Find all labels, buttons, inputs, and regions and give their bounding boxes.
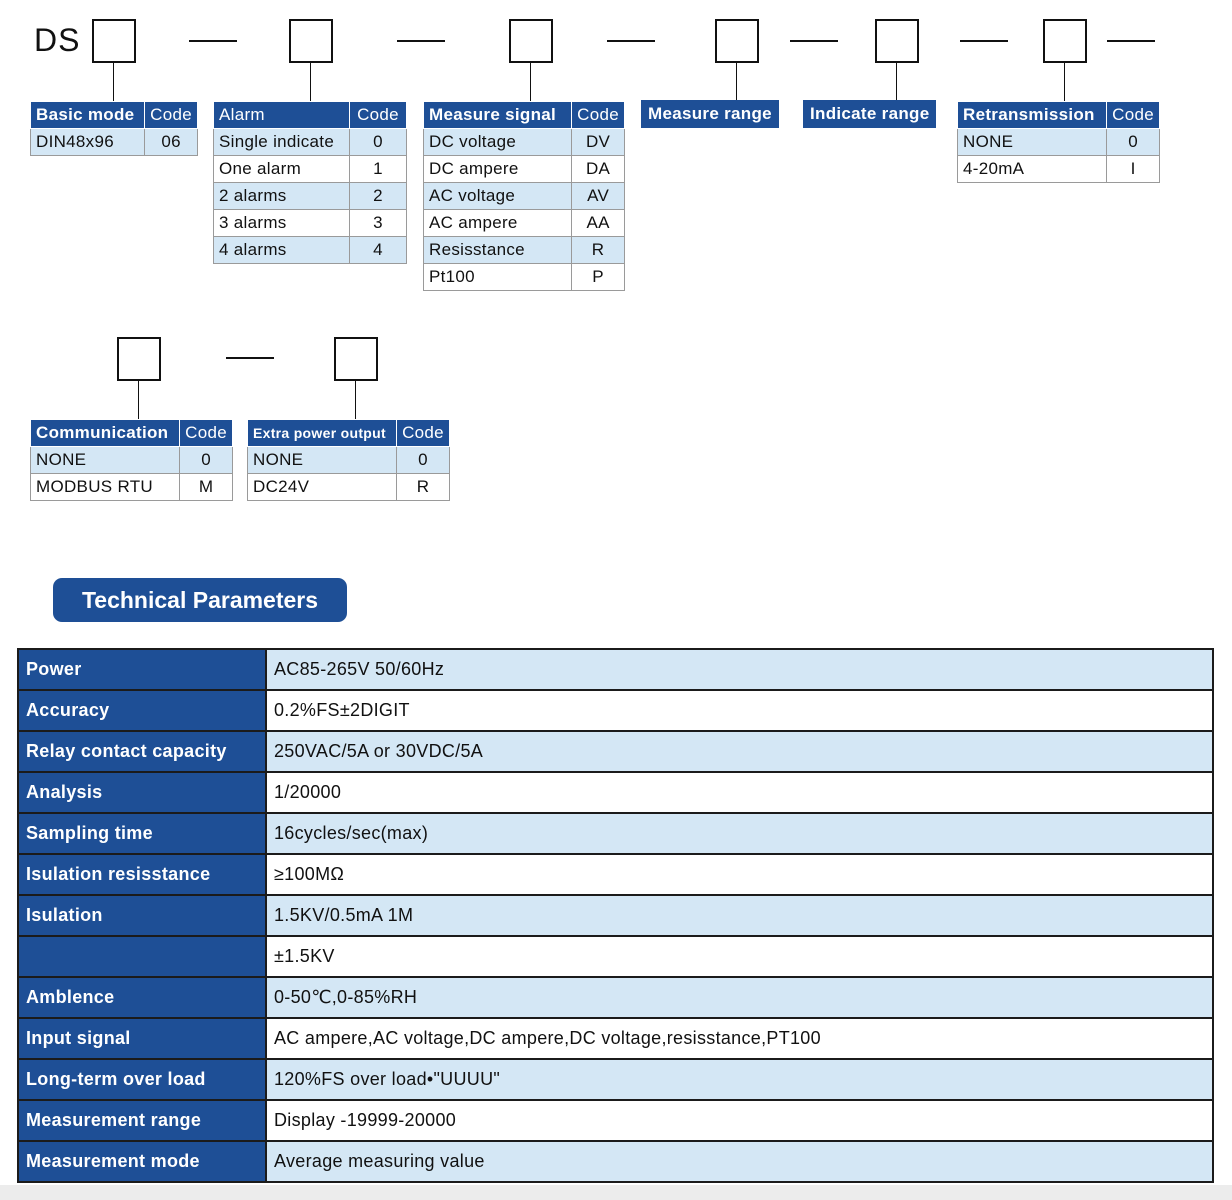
table-row <box>18 1059 1213 1100</box>
table-row <box>18 936 1213 977</box>
communication-table <box>30 419 233 501</box>
param-value: 250VAC/5A or 30VDC/5A <box>266 731 1213 772</box>
code-box-extra-power <box>334 337 378 381</box>
param-value: AC85-265V 50/60Hz <box>266 649 1213 690</box>
param-value: 1.5KV/0.5mA 1M <box>266 895 1213 936</box>
connector-line <box>896 61 897 101</box>
code-header: Code <box>572 102 625 129</box>
connector-line <box>530 61 531 101</box>
code-box-communication <box>117 337 161 381</box>
param-value: ±1.5KV <box>266 936 1213 977</box>
option-name: One alarm <box>214 156 350 183</box>
indicate-range-label: Indicate range <box>803 100 936 128</box>
connector-line <box>1064 61 1065 101</box>
param-value: 0.2%FS±2DIGIT <box>266 690 1213 731</box>
connector-line <box>113 61 114 101</box>
option-name: Single indicate <box>214 129 350 156</box>
table-row <box>18 731 1213 772</box>
option-name: NONE <box>958 129 1107 156</box>
option-name: 3 alarms <box>214 210 350 237</box>
separator-dash <box>607 40 655 42</box>
option-name: DC24V <box>248 474 397 501</box>
alarm-table <box>213 101 407 264</box>
connector-line <box>736 61 737 101</box>
table-row <box>18 649 1213 690</box>
code-box-retransmission <box>1043 19 1087 63</box>
param-label <box>18 936 266 977</box>
option-name: MODBUS RTU <box>31 474 180 501</box>
code-box-indicate-range <box>875 19 919 63</box>
retransmission-table <box>957 101 1160 183</box>
option-name: 4 alarms <box>214 237 350 264</box>
option-code: 1 <box>350 156 407 183</box>
option-code: 0 <box>397 447 450 474</box>
param-label: Input signal <box>18 1018 266 1059</box>
table-row <box>18 1018 1213 1059</box>
option-code: DV <box>572 129 625 156</box>
code-header: Code <box>1107 102 1160 129</box>
table-row <box>18 813 1213 854</box>
param-label: Sampling time <box>18 813 266 854</box>
param-label: Isulation resisstance <box>18 854 266 895</box>
separator-dash <box>960 40 1008 42</box>
basic-mode-table <box>30 101 198 156</box>
option-code: 4 <box>350 237 407 264</box>
code-header: Code <box>397 420 450 447</box>
connector-line <box>310 61 311 101</box>
table-row <box>31 129 198 156</box>
table-row <box>18 854 1213 895</box>
option-name: Resisstance <box>424 237 572 264</box>
param-label: Accuracy <box>18 690 266 731</box>
code-box-measure-signal <box>509 19 553 63</box>
code-header: Code <box>145 102 198 129</box>
code-box-alarm <box>289 19 333 63</box>
param-label: Relay contact capacity <box>18 731 266 772</box>
option-name: DC voltage <box>424 129 572 156</box>
param-label: Amblence <box>18 977 266 1018</box>
connector-line <box>138 379 139 419</box>
param-label: Measurement range <box>18 1100 266 1141</box>
option-name: 4-20mA <box>958 156 1107 183</box>
extra-power-table <box>247 419 450 501</box>
table-header: Communication <box>31 420 180 447</box>
separator-dash <box>1107 40 1155 42</box>
table-row <box>18 690 1213 731</box>
table-header: Retransmission <box>958 102 1107 129</box>
param-label: Analysis <box>18 772 266 813</box>
option-name: NONE <box>31 447 180 474</box>
param-value: Display -19999-20000 <box>266 1100 1213 1141</box>
table-row <box>18 1100 1213 1141</box>
option-name: DC ampere <box>424 156 572 183</box>
connector-line <box>355 379 356 419</box>
separator-dash <box>226 357 274 359</box>
separator-dash <box>790 40 838 42</box>
param-value: AC ampere,AC voltage,DC ampere,DC voltage,resisstance,PT100 <box>266 1018 1213 1059</box>
param-label: Long-term over load <box>18 1059 266 1100</box>
code-header: Code <box>180 420 233 447</box>
code-header: Code <box>350 102 407 129</box>
table-header: Extra power output <box>248 420 397 447</box>
option-code: 0 <box>350 129 407 156</box>
model-prefix: DS <box>34 22 81 58</box>
param-value: 1/20000 <box>266 772 1213 813</box>
code-box-measure-range <box>715 19 759 63</box>
option-code: I <box>1107 156 1160 183</box>
option-name: NONE <box>248 447 397 474</box>
param-value: 16cycles/sec(max) <box>266 813 1213 854</box>
section-title: Technical Parameters <box>53 578 347 622</box>
param-value: 120%FS over load•"UUUU" <box>266 1059 1213 1100</box>
table-header: Alarm <box>214 102 350 129</box>
option-name: AC ampere <box>424 210 572 237</box>
option-code: DA <box>572 156 625 183</box>
option-code: 06 <box>145 129 198 156</box>
separator-dash <box>397 40 445 42</box>
param-label: Power <box>18 649 266 690</box>
option-name: 2 alarms <box>214 183 350 210</box>
param-label: Isulation <box>18 895 266 936</box>
table-header: Basic mode <box>31 102 145 129</box>
option-code: AV <box>572 183 625 210</box>
measure-signal-table <box>423 101 625 291</box>
page-bottom-edge <box>0 1185 1232 1200</box>
param-value: 0-50℃,0-85%RH <box>266 977 1213 1018</box>
table-row <box>18 895 1213 936</box>
option-code: P <box>572 264 625 291</box>
measure-range-label: Measure range <box>641 100 779 128</box>
table-row <box>18 977 1213 1018</box>
option-code: R <box>397 474 450 501</box>
separator-dash <box>189 40 237 42</box>
option-name: Pt100 <box>424 264 572 291</box>
table-row <box>18 1141 1213 1182</box>
table-row <box>18 772 1213 813</box>
param-value: ≥100MΩ <box>266 854 1213 895</box>
option-name: AC voltage <box>424 183 572 210</box>
technical-parameters-table <box>17 648 1214 1183</box>
option-code: R <box>572 237 625 264</box>
option-code: 0 <box>1107 129 1160 156</box>
option-name: DIN48x96 <box>31 129 145 156</box>
param-value: Average measuring value <box>266 1141 1213 1182</box>
option-code: M <box>180 474 233 501</box>
option-code: AA <box>572 210 625 237</box>
param-label: Measurement mode <box>18 1141 266 1182</box>
option-code: 3 <box>350 210 407 237</box>
option-code: 2 <box>350 183 407 210</box>
code-box-basic-mode <box>92 19 136 63</box>
option-code: 0 <box>180 447 233 474</box>
table-header: Measure signal <box>424 102 572 129</box>
